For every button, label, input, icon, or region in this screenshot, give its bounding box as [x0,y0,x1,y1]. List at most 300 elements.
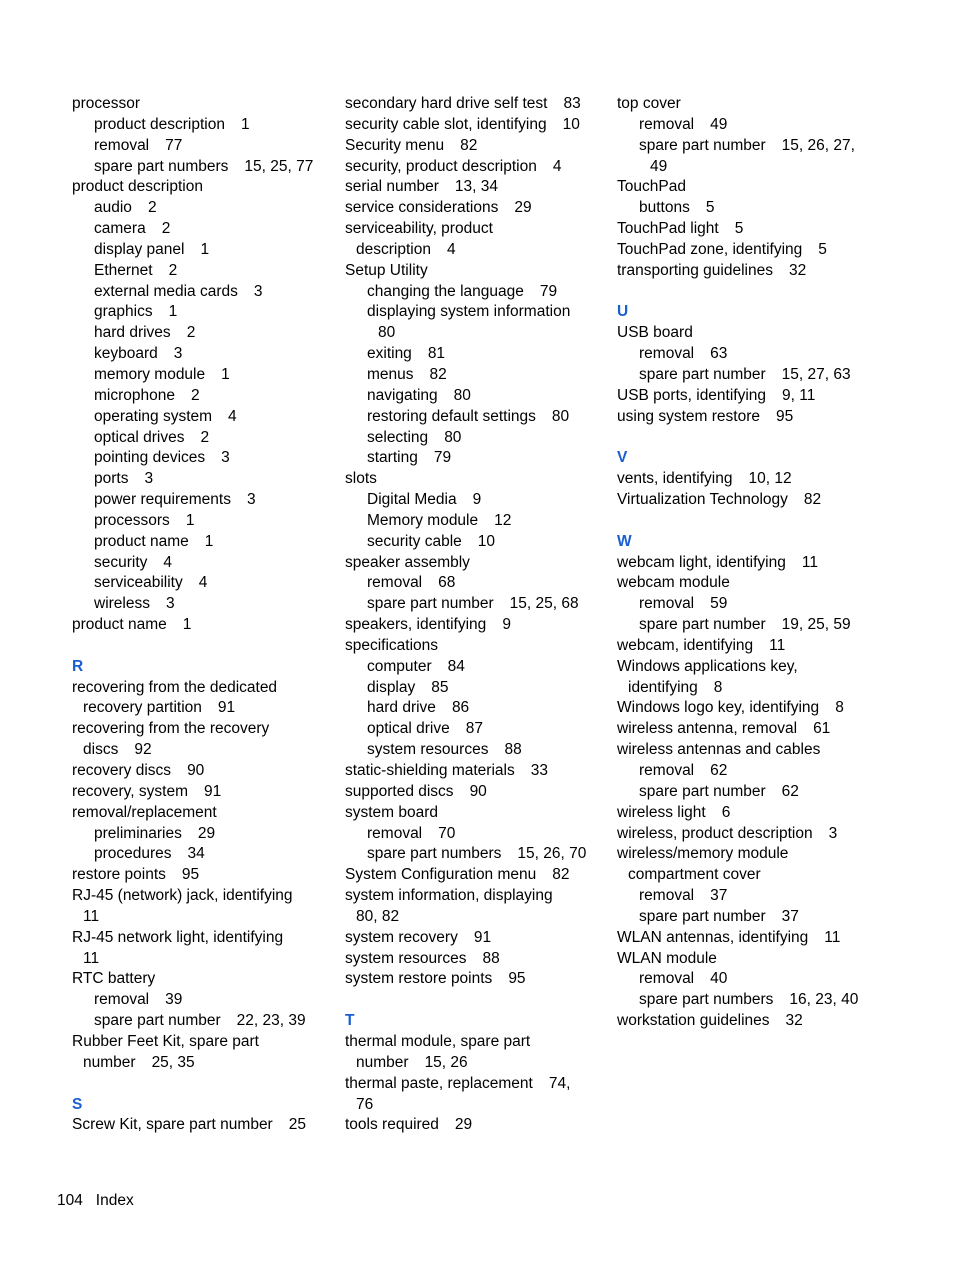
index-page-refs: 33 [530,762,548,779]
index-page-refs: 2 [147,199,157,217]
index-term: changing the language [367,282,524,300]
index-page-refs: 59 [710,595,728,613]
index-subentry [72,1011,334,1032]
index-page-refs: 1 [200,240,210,258]
index-subentry [617,594,917,615]
index-entry-continuation [345,1095,607,1116]
index-term: spare part number [639,616,766,634]
index-entry [345,177,607,198]
index-term: number [356,1053,409,1071]
index-term: slots [345,470,377,488]
index-page-refs: 9 [502,616,511,634]
index-page-refs: 1 [204,532,214,550]
index-page-refs: 5 [734,220,744,238]
index-subentry [617,344,917,365]
index-entry [72,761,334,782]
index-term: thermal paste, replacement [345,1074,533,1092]
index-subentry [72,407,334,428]
index-term: 76 [356,1095,374,1113]
index-page-refs: 3 [144,470,154,488]
index-entry [617,657,917,678]
index-letter-heading: V [617,449,628,467]
index-term: security cable [367,532,462,550]
index-subentry [345,344,607,365]
index-page-refs: 37 [781,907,799,925]
index-entry [345,94,607,115]
index-subentry [345,532,607,553]
index-entry [345,761,607,782]
index-term: WLAN antennas, identifying [617,928,809,946]
index-page-refs: 80 [551,407,570,425]
index-entry [345,636,607,657]
index-term: buttons [639,199,690,217]
index-term: compartment cover [628,866,761,884]
index-entry [617,928,917,949]
index-term: pointing devices [94,449,206,467]
index-subentry [72,115,334,136]
index-page-refs: 88 [504,741,522,759]
index-subentry [345,740,607,761]
index-term: Security menu [345,136,445,154]
index-term: graphics [94,303,153,321]
index-term: removal [639,345,695,363]
index-entry [617,636,917,657]
index-term: using system restore [617,407,760,425]
index-term: removal [639,887,695,905]
index-entry [345,219,607,240]
index-subentry [72,511,334,532]
index-term: 49 [650,157,668,175]
index-page-refs: 29 [514,199,532,217]
index-term: spare part number [639,136,766,154]
index-letter-heading: S [72,1095,83,1113]
index-page-refs: 91 [473,928,492,946]
index-subentry [617,990,917,1011]
index-term: displaying system information [367,303,571,321]
index-term: TouchPad [617,178,686,196]
index-entry [72,969,334,990]
index-term: memory module [94,365,206,383]
index-subentry [617,136,917,157]
index-page-refs: 34 [187,845,205,863]
index-page-refs: 9 [472,491,482,509]
index-subentry [72,261,334,282]
index-entry [345,469,607,490]
index-subentry [72,490,334,511]
index-entry [617,824,917,845]
section-spacer [617,511,917,532]
index-page-refs: 1 [168,303,178,321]
index-page-refs: 22, 23, 39 [236,1012,306,1030]
index-page-refs: 91 [217,699,236,717]
index-entry [617,949,917,970]
index-term: starting [367,449,418,467]
index-term: spare part number [639,782,766,800]
index-entry [72,928,334,949]
index-entry [345,553,607,574]
index-term: external media cards [94,282,238,300]
index-subentry [345,824,607,845]
index-page-refs: 68 [438,574,456,592]
index-term: recovery partition [83,699,202,717]
index-term: selecting [367,428,429,446]
index-page-refs: 77 [165,136,183,154]
section-spacer [617,282,917,303]
index-term: wireless antennas and cables [617,741,821,759]
index-page-refs: 82 [552,866,570,884]
index-entry [617,177,917,198]
index-subentry [617,969,917,990]
index-term: workstation guidelines [617,1012,770,1030]
index-entry [345,782,607,803]
index-term: recovery, system [72,782,188,800]
index-subentry [72,198,334,219]
index-page-refs: 5 [705,199,715,217]
index-page-refs: 82 [803,491,822,509]
index-subentry [345,594,607,615]
index-subentry [72,469,334,490]
index-page-refs: 81 [427,345,446,363]
index-term: discs [83,741,119,759]
index-column-1 [72,94,334,1136]
index-entry [72,803,334,824]
index-term: optical drives [94,428,185,446]
index-term: webcam light, identifying [617,553,786,571]
index-page-refs: 95 [181,866,200,884]
index-term: preliminaries [94,824,182,842]
index-entry-continuation [72,907,334,928]
index-term: removal [367,824,423,842]
index-page-refs: 16, 23, 40 [789,991,859,1009]
index-term: restoring default settings [367,407,536,425]
index-subentry [345,302,607,323]
index-page-refs: 1 [221,365,230,383]
index-term: WLAN module [617,949,717,967]
index-page-refs: 15, 27, 63 [781,365,851,383]
index-term: recovery discs [72,762,172,779]
index-page-refs: 3 [165,595,175,613]
index-term: top cover [617,95,681,112]
index-entry [72,615,334,636]
index-term: webcam, identifying [617,636,754,654]
index-entry [72,719,334,740]
index-page-refs: 79 [433,449,452,467]
index-term: menus [367,365,414,383]
index-term: RJ-45 network light, identifying [72,928,284,946]
index-page-refs: 13, 34 [454,178,499,196]
index-page-refs: 15, 26, 27, [781,136,855,154]
index-term: product description [72,178,203,196]
index-page-refs: 5 [818,240,827,258]
index-entry [345,615,607,636]
index-page-refs: 39 [165,991,183,1009]
index-term: removal [639,595,695,613]
index-page-refs: 29 [197,824,216,842]
index-entry [617,240,917,261]
index-term: spare part numbers [367,845,502,863]
index-page-refs: 19, 25, 59 [781,616,851,634]
index-subentry [617,886,917,907]
index-subentry [345,698,607,719]
index-term: spare part number [639,907,766,925]
index-page-refs: 10, 12 [748,470,792,488]
page-footer [57,1191,134,1211]
index-entry [617,803,917,824]
index-term: exiting [367,345,412,363]
index-page-refs: 32 [785,1012,803,1030]
index-page-refs: 4 [163,553,173,571]
index-entry-continuation [617,678,917,699]
index-term: wireless light [617,803,706,821]
index-page-refs: 2 [186,324,196,342]
index-term: wireless [94,595,150,613]
index-term: spare part number [94,1012,221,1030]
index-entry [617,261,917,282]
index-entry [617,219,917,240]
section-spacer [617,428,917,449]
index-page-refs: 25, 35 [151,1053,195,1071]
index-subentry [72,136,334,157]
index-page-refs: 10 [477,532,496,550]
index-term: removal [639,115,695,133]
index-entry [617,573,917,594]
index-page-refs: 11 [801,553,818,571]
index-term: microphone [94,386,175,404]
index-page-refs: 2 [168,261,178,279]
index-subentry [345,282,607,303]
index-page-refs: 90 [187,762,205,779]
section-spacer [72,636,334,657]
index-term: system resources [345,949,467,967]
index-term: vents, identifying [617,470,733,488]
index-page-refs: 25 [288,1116,306,1134]
index-subentry [72,824,334,845]
index-page-refs: 32 [788,261,807,279]
index-entry [345,928,607,949]
index-entry-continuation [345,240,607,261]
index-subentry [72,594,334,615]
index-page-refs: 3 [173,345,183,363]
index-letter-heading: T [345,1012,355,1030]
index-entry [617,844,917,865]
index-subentry [345,365,607,386]
index-term: USB board [617,324,693,342]
index-term: product name [94,532,189,550]
index-subentry [345,678,607,699]
index-page-refs: 74, [548,1074,571,1092]
index-term: audio [94,199,132,217]
index-entry-continuation [617,865,917,886]
index-entry [345,1074,607,1095]
index-page-refs: 40 [710,970,728,988]
index-subentry [72,990,334,1011]
index-entry [72,1032,334,1053]
index-entry [345,865,607,886]
index-term: hard drive [367,699,436,717]
index-page-refs: 4 [228,407,237,425]
index-term: Setup Utility [345,261,428,279]
index-term: TouchPad light [617,220,719,238]
index-term: webcam module [617,574,730,592]
index-letter-heading: U [617,303,629,321]
index-subentry [345,657,607,678]
index-page-refs: 3 [253,282,263,300]
index-page-refs: 88 [482,949,500,967]
index-entry [617,490,917,511]
index-entry [617,407,917,428]
index-subentry [345,573,607,594]
index-subentry [72,344,334,365]
index-page-refs: 10 [562,115,580,133]
index-term: service considerations [345,199,499,217]
index-term: recovering from the recovery [72,720,270,738]
index-term: spare part number [367,595,494,613]
index-page-refs: 4 [552,157,562,175]
index-page-refs: 49 [710,115,728,133]
index-letter-heading: R [72,657,84,675]
index-term: operating system [94,407,213,425]
index-page-refs: 8 [835,699,844,717]
index-term: speakers, identifying [345,616,487,634]
index-subentry [345,511,607,532]
index-term: RTC battery [72,970,156,988]
index-entry [72,886,334,907]
index-term: removal/replacement [72,803,217,821]
index-term: removal [639,970,695,988]
index-page-refs: 15, 26 [424,1053,468,1071]
index-page-refs: 11 [769,636,786,654]
index-page-refs: 4 [198,574,208,592]
index-term: Ethernet [94,261,153,279]
index-subentry [345,407,607,428]
index-column-2 [345,94,607,1136]
index-term: optical drive [367,720,450,738]
index-entry [345,1115,607,1136]
index-page-refs: 79 [539,282,558,300]
index-term: removal [367,574,423,592]
index-subentry [72,282,334,303]
index-entry [345,969,607,990]
index-entry-continuation [617,157,917,178]
index-entry [345,157,607,178]
index-term: system board [345,803,439,821]
index-term: product name [72,616,167,634]
index-entry [72,177,334,198]
index-entry-continuation [72,949,334,970]
index-entry [345,1032,607,1053]
index-page-refs: 15, 26, 70 [517,845,587,863]
index-term: RJ-45 (network) jack, identifying [72,887,293,905]
index-term: identifying [628,678,698,696]
index-term: Screw Kit, spare part number [72,1116,273,1134]
index-entry [617,1011,917,1032]
index-entry [72,678,334,699]
index-page-refs: 63 [710,345,728,363]
index-subentry [345,448,607,469]
index-term: wireless, product description [617,824,813,842]
index-page-refs: 11 [824,928,841,946]
index-letter-heading: W [617,532,632,550]
index-page-refs: 3 [246,491,256,509]
index-page-refs: 1 [240,115,250,133]
index-entry [345,136,607,157]
index-entry [617,469,917,490]
index-entry-continuation [345,323,607,344]
index-page-refs: 12 [494,511,512,529]
index-page-refs: 85 [431,678,449,696]
index-page-refs: 87 [465,720,483,738]
index-subentry [72,428,334,449]
index-subentry [72,532,334,553]
index-term: spare part number [639,365,766,383]
index-term: serial number [345,178,439,196]
index-term: USB ports, identifying [617,386,767,404]
index-term: TouchPad zone, identifying [617,240,803,258]
index-page-refs: 3 [828,824,838,842]
index-entry [345,261,607,282]
index-term: hard drives [94,324,171,342]
index-term: removal [94,136,150,154]
index-term: system restore points [345,970,493,988]
index-page-refs: 70 [438,824,456,842]
index-term: serviceability [94,574,183,592]
index-term: tools required [345,1116,439,1134]
index-term: Virtualization Technology [617,491,788,509]
index-term: removal [94,991,150,1009]
index-entry [617,740,917,761]
index-subentry [72,323,334,344]
index-term: supported discs [345,782,454,800]
index-subentry [345,490,607,511]
index-page-refs: 2 [191,386,200,404]
index-term: security [94,553,148,571]
section-spacer [72,1074,334,1095]
index-page-refs: 86 [451,699,470,717]
index-page-refs: 9, 11 [782,386,816,404]
index-entry [345,886,607,907]
index-term: spare part numbers [639,991,774,1009]
index-page-refs: 80 [453,386,471,404]
index-page-refs: 82 [429,365,447,383]
index-subentry [72,302,334,323]
page-number: 104 [57,1192,83,1209]
index-term: system recovery [345,928,458,946]
index-term: thermal module, spare part [345,1032,531,1050]
index-term: camera [94,220,146,238]
index-page-refs: 15, 25, 77 [244,157,314,175]
index-page-refs: 2 [161,220,171,238]
index-term: description [356,240,431,258]
index-term: computer [367,657,432,675]
index-term: keyboard [94,345,158,363]
index-page-refs: 1 [182,616,192,634]
index-subentry [345,719,607,740]
index-entry [72,94,334,115]
index-page-refs: 92 [134,741,152,759]
index-subentry [345,844,607,865]
index-page-refs: 95 [776,407,794,425]
index-entry-continuation [72,698,334,719]
index-term: security, product description [345,157,537,175]
index-subentry [617,115,917,136]
index-subentry [617,907,917,928]
index-subentry [72,157,334,178]
index-term: navigating [367,386,438,404]
index-page-refs: 2 [200,428,210,446]
index-term: recovering from the dedicated [72,678,278,696]
index-page-refs: 80 [444,428,462,446]
index-term: 11 [83,907,100,925]
